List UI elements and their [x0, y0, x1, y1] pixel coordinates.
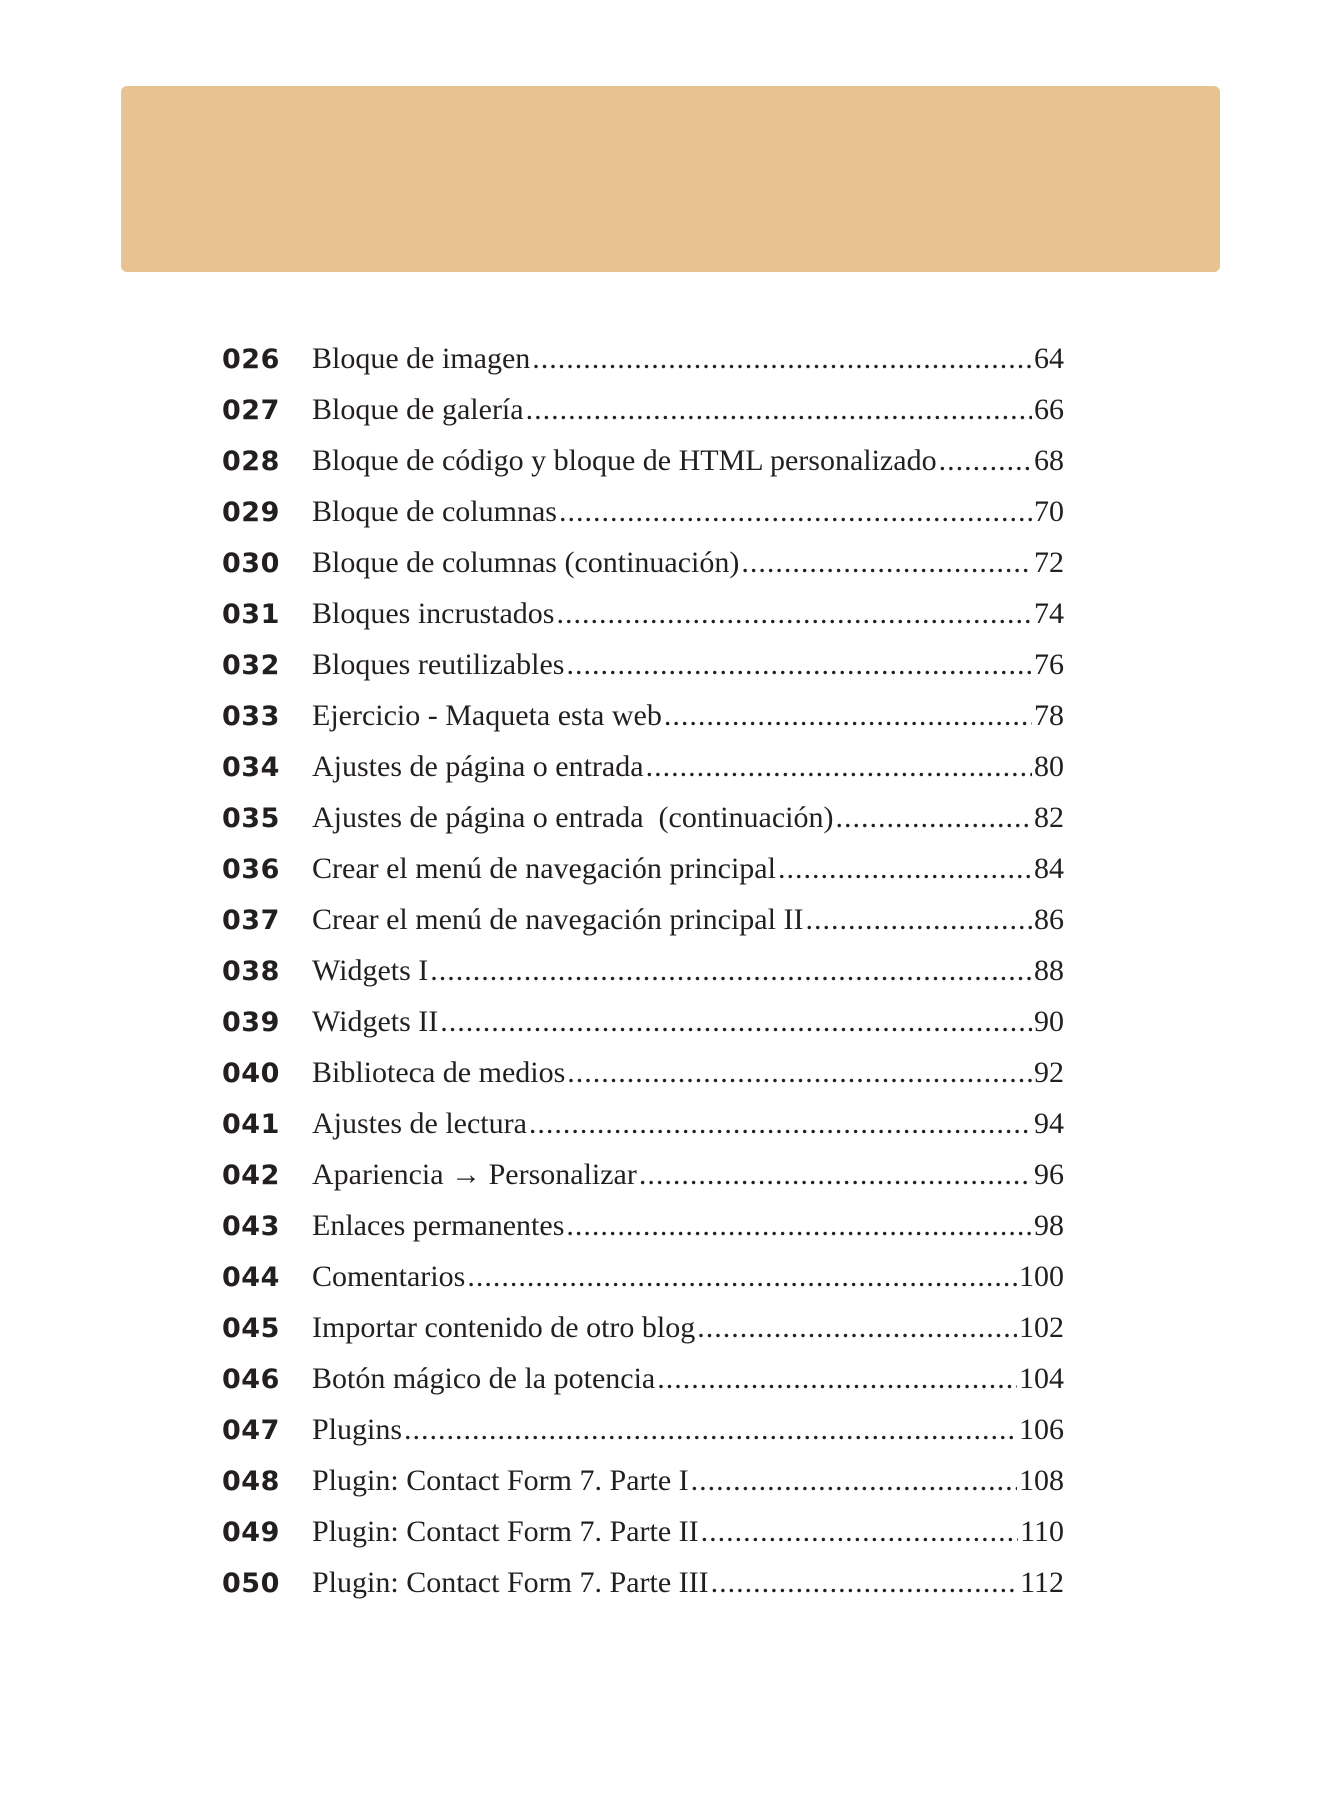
toc-leader-dots — [467, 1251, 1017, 1302]
toc-entry[interactable] — [222, 690, 1064, 741]
toc-entry-page: 90 — [1034, 1005, 1064, 1038]
toc-leader-dots — [532, 333, 1032, 384]
toc-entry[interactable] — [222, 486, 1064, 537]
toc-entry-title: Bloques incrustados — [312, 597, 555, 630]
toc-entry[interactable] — [222, 1506, 1064, 1557]
toc-leader-dots — [404, 1404, 1017, 1455]
toc-entry-page: 106 — [1019, 1413, 1064, 1446]
toc-entry[interactable] — [222, 435, 1064, 486]
toc-entry-number: 037 — [222, 905, 280, 936]
toc-entry-page: 78 — [1034, 699, 1064, 732]
toc-leader-dots — [639, 1149, 1032, 1200]
toc-entry-page: 76 — [1034, 648, 1064, 681]
toc-entry-number: 038 — [222, 956, 280, 987]
toc-entry[interactable] — [222, 1302, 1064, 1353]
toc-entry[interactable] — [222, 333, 1064, 384]
toc-entry-title: Crear el menú de navegación principal — [312, 852, 776, 885]
toc-entry-title: Importar contenido de otro blog — [312, 1311, 696, 1344]
toc-entry-number: 043 — [222, 1211, 280, 1242]
toc-entry[interactable] — [222, 1404, 1064, 1455]
toc-entry[interactable] — [222, 945, 1064, 996]
toc-entry-title: Bloques reutilizables — [312, 648, 565, 681]
toc-entry-number: 044 — [222, 1262, 280, 1293]
toc-entry-number: 048 — [222, 1466, 280, 1497]
toc-entry-page: 84 — [1034, 852, 1064, 885]
toc-entry[interactable] — [222, 1557, 1064, 1608]
toc-leader-dots — [664, 690, 1032, 741]
toc-entry-number: 030 — [222, 548, 280, 579]
toc-entry-number: 049 — [222, 1517, 280, 1548]
toc-leader-dots — [646, 741, 1032, 792]
toc-leader-dots — [835, 792, 1032, 843]
toc-entry[interactable] — [222, 843, 1064, 894]
toc-leader-dots — [778, 843, 1032, 894]
toc-entry[interactable] — [222, 639, 1064, 690]
toc-leader-dots — [805, 894, 1032, 945]
toc-entry[interactable] — [222, 1200, 1064, 1251]
toc-entry-number: 042 — [222, 1160, 280, 1191]
toc-entry-number: 041 — [222, 1109, 280, 1140]
toc-entry-number: 039 — [222, 1007, 280, 1038]
toc-entry-number: 029 — [222, 497, 280, 528]
toc-entry-page: 72 — [1034, 546, 1064, 579]
toc-entry-page: 112 — [1020, 1566, 1064, 1599]
toc-entry-title: Botón mágico de la potencia — [312, 1362, 656, 1395]
toc-entry-title: Widgets II — [312, 1005, 439, 1038]
toc-leader-dots — [711, 1557, 1018, 1608]
toc-entry[interactable] — [222, 1251, 1064, 1302]
toc-entry-title: Widgets I — [312, 954, 429, 987]
toc-entry-title: Plugin: Contact Form 7. Parte II — [312, 1515, 699, 1548]
toc-entry-page: 94 — [1034, 1107, 1064, 1140]
toc-entry-page: 110 — [1020, 1515, 1064, 1548]
toc-leader-dots — [430, 945, 1032, 996]
toc-entry-title: Apariencia → Personalizar — [312, 1158, 637, 1191]
toc-leader-dots — [691, 1455, 1017, 1506]
toc-entry-number: 045 — [222, 1313, 280, 1344]
toc-leader-dots — [556, 588, 1032, 639]
toc-entry-number: 031 — [222, 599, 280, 630]
toc-leader-dots — [526, 384, 1032, 435]
toc-entry-number: 035 — [222, 803, 280, 834]
toc-entry-title: Crear el menú de navegación principal II — [312, 903, 804, 936]
toc-entry[interactable] — [222, 1353, 1064, 1404]
toc-entry-number: 028 — [222, 446, 280, 477]
toc-entry-number: 034 — [222, 752, 280, 783]
toc-entry-title: Bloque de columnas (continuación) — [312, 546, 740, 579]
toc-entry-page: 64 — [1034, 342, 1064, 375]
toc-entry[interactable] — [222, 792, 1064, 843]
toc-entry-number: 027 — [222, 395, 280, 426]
toc-entry-number: 040 — [222, 1058, 280, 1089]
toc-leader-dots — [741, 537, 1032, 588]
toc-entry[interactable] — [222, 537, 1064, 588]
toc-entry-number: 026 — [222, 344, 280, 375]
toc-entry-page: 74 — [1034, 597, 1064, 630]
toc-entry-title: Enlaces permanentes — [312, 1209, 565, 1242]
toc-leader-dots — [566, 1200, 1032, 1251]
toc-entry[interactable] — [222, 996, 1064, 1047]
toc-entry[interactable] — [222, 1098, 1064, 1149]
toc-entry-page: 68 — [1034, 444, 1064, 477]
toc-entry-title: Bloque de columnas — [312, 495, 557, 528]
toc-entry-number: 047 — [222, 1415, 280, 1446]
table-of-contents — [222, 333, 1064, 1608]
toc-entry-title: Biblioteca de medios — [312, 1056, 566, 1089]
toc-entry[interactable] — [222, 1149, 1064, 1200]
toc-entry-page: 108 — [1019, 1464, 1064, 1497]
toc-entry-page: 82 — [1034, 801, 1064, 834]
toc-leader-dots — [440, 996, 1032, 1047]
toc-entry-title: Ejercicio - Maqueta esta web — [312, 699, 662, 732]
toc-entry-number: 050 — [222, 1568, 280, 1599]
toc-entry-page: 66 — [1034, 393, 1064, 426]
toc-entry-title: Plugin: Contact Form 7. Parte III — [312, 1566, 709, 1599]
toc-leader-dots — [566, 639, 1032, 690]
toc-entry-page: 102 — [1019, 1311, 1064, 1344]
toc-entry-title: Ajustes de página o entrada (continuación) — [312, 801, 834, 834]
toc-entry-title: Plugins — [312, 1413, 403, 1446]
toc-entry[interactable] — [222, 1455, 1064, 1506]
toc-entry-number: 032 — [222, 650, 280, 681]
toc-entry-page: 80 — [1034, 750, 1064, 783]
toc-entry-title: Comentarios — [312, 1260, 466, 1293]
chapter-header-band — [121, 86, 1220, 272]
toc-entry-title: Bloque de código y bloque de HTML personalizado — [312, 444, 937, 477]
toc-entry-title: Plugin: Contact Form 7. Parte I — [312, 1464, 689, 1497]
toc-leader-dots — [559, 486, 1032, 537]
toc-entry-number: 036 — [222, 854, 280, 885]
toc-entry-title: Ajustes de lectura — [312, 1107, 527, 1140]
toc-entry-number: 046 — [222, 1364, 280, 1395]
toc-entry-title: Ajustes de página o entrada — [312, 750, 644, 783]
toc-leader-dots — [529, 1098, 1032, 1149]
toc-leader-dots — [701, 1506, 1018, 1557]
toc-entry-page: 88 — [1034, 954, 1064, 987]
toc-entry[interactable] — [222, 741, 1064, 792]
toc-entry-page: 86 — [1034, 903, 1064, 936]
toc-entry[interactable] — [222, 1047, 1064, 1098]
toc-entry-page: 100 — [1019, 1260, 1064, 1293]
toc-entry[interactable] — [222, 588, 1064, 639]
toc-leader-dots — [567, 1047, 1032, 1098]
toc-entry-page: 98 — [1034, 1209, 1064, 1242]
toc-entry-number: 033 — [222, 701, 280, 732]
toc-leader-dots — [697, 1302, 1017, 1353]
toc-leader-dots — [657, 1353, 1017, 1404]
toc-entry-title: Bloque de galería — [312, 393, 524, 426]
toc-entry-title: Bloque de imagen — [312, 342, 531, 375]
toc-entry-page: 92 — [1034, 1056, 1064, 1089]
toc-entry-page: 96 — [1034, 1158, 1064, 1191]
toc-entry[interactable] — [222, 384, 1064, 435]
toc-entry[interactable] — [222, 894, 1064, 945]
toc-entry-page: 70 — [1034, 495, 1064, 528]
toc-leader-dots — [939, 435, 1032, 486]
toc-entry-page: 104 — [1019, 1362, 1064, 1395]
